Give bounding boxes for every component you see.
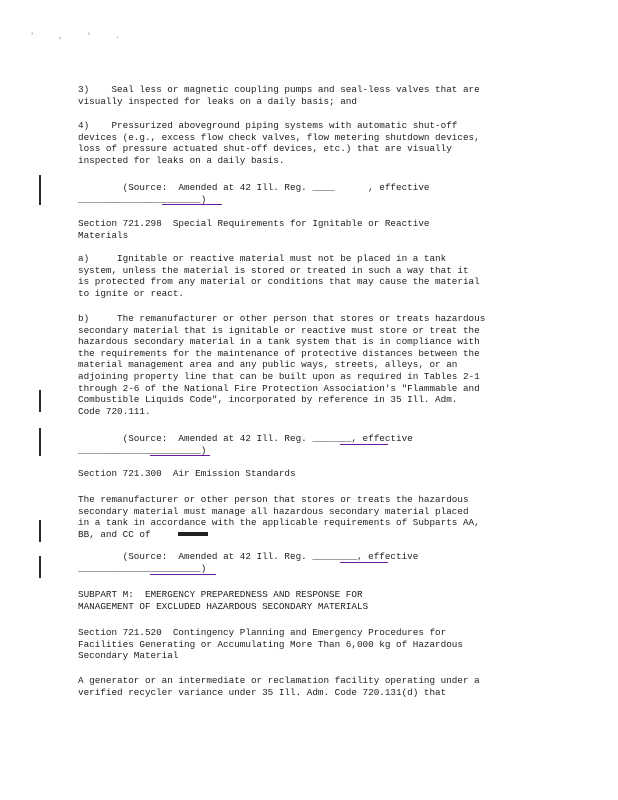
contingency-body: A generator or an intermediate or reclamation facility operating under a verified recycler variance under 35 Ill. Adm. Code 720.131(d) that [78, 675, 480, 698]
redaction-mark [178, 532, 208, 536]
revision-underline [150, 574, 216, 575]
source-note: (Source: Amended at 42 Ill. Reg. _______, effective ______________________) [78, 433, 413, 456]
revision-underline [162, 204, 222, 205]
revision-underline [150, 455, 210, 456]
revision-underline [340, 444, 388, 445]
subsection-b: b) The remanufacturer or other person that stores or treats hazardous secondary material that is ignitable or reactive must store or treat the hazardous secondary material in a tank system that is in compliance with the requirements for the maintenance of protective distances between the material management area and any public ways, streets, alleys, or an adjoining property line that can be built upon as required in Tables 2-1 through 2-6 of the National Fire Protection Association's "Flammable and Combustible Liquids Code", incorporated by reference in 35 Ill. Adm. Code 720.111. [78, 313, 486, 417]
source-note: (Source: Amended at 42 Ill. Reg. ____ , effective ______________________) [78, 182, 430, 205]
revision-bar [39, 520, 41, 542]
section-heading-721-298: Section 721.298 Special Requirements for Ignitable or Reactive Materials [78, 218, 430, 241]
revision-bar [39, 390, 41, 412]
paragraph-item-4: 4) Pressurized aboveground piping systems with automatic shut-off devices (e.g., excess flow check valves, flow metering shutdown devices, loss of pressure actuated shut-off devices, etc.) that are visually inspected for leaks on a daily basis. [78, 120, 480, 166]
revision-underline [340, 562, 388, 563]
subpart-m-heading: SUBPART M: EMERGENCY PREPAREDNESS AND RESPONSE FOR MANAGEMENT OF EXCLUDED HAZARDOUS SECONDARY MATERIALS [78, 589, 369, 612]
section-heading-721-520: Section 721.520 Contingency Planning and Emergency Procedures for Facilities Generating or Accumulating More Than 6,000 kg of Hazardous Secondary Material [78, 627, 463, 662]
scan-specks: ' , ' . [30, 33, 130, 41]
air-emission-body: The remanufacturer or other person that stores or treats the hazardous secondary material must manage all hazardous secondary material placed in a tank in accordance with the applicable requirements of Subparts AA, BB, and CC of [78, 494, 480, 540]
revision-bar [39, 556, 41, 578]
section-heading-721-300: Section 721.300 Air Emission Standards [78, 468, 296, 479]
subsection-a: a) Ignitable or reactive material must not be placed in a tank system, unless the material is stored or treated in such a way that it is protected from any material or conditions that may cause the material to ignite or react. [78, 253, 480, 299]
revision-bar [39, 428, 41, 456]
revision-bar [39, 175, 41, 205]
source-note: (Source: Amended at 42 Ill. Reg. ________, effective ______________________) [78, 551, 419, 574]
paragraph-item-3: 3) Seal less or magnetic coupling pumps and seal-less valves that are visually inspected for leaks on a daily basis; and [78, 84, 480, 107]
